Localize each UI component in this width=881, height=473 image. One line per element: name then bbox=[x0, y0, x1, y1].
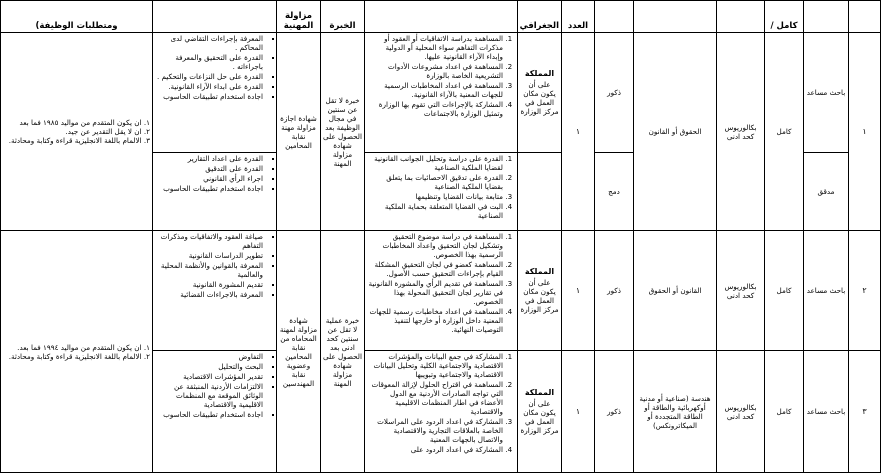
header-major bbox=[634, 1, 717, 33]
header-skills bbox=[153, 1, 277, 33]
job-number: ٢ bbox=[849, 231, 881, 351]
job-duties bbox=[365, 153, 518, 231]
duty-item: 1. المساهمة في دراسة موضوع التحقيق وتشكيل لجان التحقيق واعداد المخاطبات الرسمية بهذا الخصوص. bbox=[367, 232, 503, 259]
requirement-item: ١. ان يكون المتقدم من مواليد ١٩٩٤ فما بعد. bbox=[17, 342, 150, 352]
skill-item: ▪ التفاوض bbox=[155, 352, 263, 361]
skill-item: ▪ القدرة على ابداء الآراء القانونية. bbox=[155, 82, 263, 91]
job-location bbox=[518, 351, 562, 473]
job-location bbox=[518, 231, 562, 351]
job-duties bbox=[365, 351, 518, 473]
job-qualification: بكالوريوس كحد ادنى bbox=[717, 231, 765, 351]
requirement-item: ٢. الالمام باللغة الانجليزية قراءة وكتابة ومحادثة. bbox=[8, 351, 150, 361]
job-license: شهادة اجازة مزاولة مهنة نقابة المحامين bbox=[277, 33, 321, 231]
job-skills bbox=[153, 351, 277, 473]
job-title: باحث مساعد bbox=[804, 351, 849, 473]
duty-item: 4. المساهمة في اعداد مخاطبات رسمية للجهات المعنية داخل الوزارة أو خارجها لتنفيذ التوصيات النهائية. bbox=[367, 307, 503, 334]
job-qualification: بكالوريوس كحد ادنى bbox=[717, 351, 765, 473]
job-count: ١ bbox=[562, 231, 595, 351]
job-number: ١ bbox=[849, 33, 881, 231]
header-license: مزاولة المهنية bbox=[277, 1, 321, 33]
location-text: على أن يكون مكان العمل في مركز الوزارة bbox=[520, 278, 559, 314]
header-count: العدد bbox=[562, 1, 595, 33]
duty-item: 1. المشاركة في جمع البيانات والمؤشرات الاقتصادية والاجتماعية الكلية وتحليل البيانات الاقتصادية والاجتماعية وتبويبها bbox=[367, 352, 503, 379]
duty-item: 2. القدرة على تدقيق الاحصائيات بما يتعلق بقضايا الملكية الصناعية bbox=[367, 173, 503, 191]
duty-item: 2. المساهمة كعضو في لجان التحقيق المشكلة القيام بإجراءات التحقيق حسب الأصول. bbox=[367, 260, 503, 278]
job-skills bbox=[153, 231, 277, 351]
requirement-item: ١. ان يكون المتقدم من مواليد ١٩٨٥ فما بعد bbox=[19, 118, 150, 127]
header-experience: الخبرة bbox=[321, 1, 365, 33]
requirement-item: ٣. الالمام باللغة الانجليزية قراءة وكتابة ومحادثة. bbox=[8, 136, 150, 145]
job-duties bbox=[365, 33, 518, 153]
duty-item: 4. المشاركة بالإجراءات التي تقوم بها الوزارة وتمثيل الوزارة بالاجتماعات bbox=[367, 100, 503, 118]
skill-item: ▪ تقديم المشورة القانونية bbox=[155, 280, 263, 289]
skill-item: ▪ القدرة على حل النزاعات والتحكيم . bbox=[155, 72, 263, 81]
duty-item: 2. المساهمة في اعداد مشروعات الأدوات التشريعية الخاصة بالوزارة bbox=[367, 62, 503, 80]
skill-item: ▪ اجادة استخدام تطبيقات الحاسوب bbox=[155, 184, 263, 193]
job-title: باحث مساعد bbox=[804, 33, 849, 153]
job-major: هندسة (صناعية أو مدنية أوكهربائية والطاقة أو الطاقة المتجددة أو الميكاترونكس) bbox=[634, 351, 717, 473]
header-row bbox=[1, 1, 881, 33]
skill-item: ▪ المعرفة بالقوانين والأنظمة المحلية والعالمية bbox=[155, 261, 263, 279]
requirement-item: ٢. ان لا يقل التقدير عن جيد. bbox=[65, 127, 150, 136]
job-gender: ذكور bbox=[595, 231, 634, 351]
job-type: كامل bbox=[765, 33, 804, 231]
skill-item: ▪ القدرة على اعداد التقارير bbox=[155, 154, 263, 163]
job-license: شهادة مزاولة لمهنة المحاماه من نقابة المحامين وعضوية نقابة المهندسين bbox=[277, 231, 321, 473]
job-skills bbox=[153, 153, 277, 231]
job-requirements bbox=[1, 33, 153, 231]
job-number: ٣ bbox=[849, 351, 881, 473]
duty-item: 3. متابعة بيانات القضايا وتنظيمها bbox=[367, 192, 503, 201]
job-skills bbox=[153, 33, 277, 153]
skill-item: ▪ صياغة العقود والاتفاقيات ومذكرات التفاهم bbox=[155, 232, 263, 250]
skill-item: ▪ اجادة استخدام تطبيقات الحاسوب bbox=[155, 410, 263, 419]
skill-item: ▪ المعرفة بإجراءات التقاضي لدى المحاكم . bbox=[155, 34, 263, 52]
duty-item: 1. القدرة على دراسة وتحليل الجوانب القانونية لقضايا الملكية الصناعية bbox=[367, 154, 503, 172]
skill-item: ▪ تقدير المؤشرات الاقتصادية bbox=[155, 372, 263, 381]
duty-item: 3. المساهمة في تقديم الرأي والمشورة القانونية في تقارير لجان التحقيق المحولة بهذا الخصوص. bbox=[367, 279, 503, 306]
duty-item: 4. المشاركة في اعداد الردود على bbox=[367, 445, 503, 454]
duty-item: 3. المساهمة في اعداد المخاطبات الرسمية للجهات المعنية بالآراء القانونية. bbox=[367, 81, 503, 99]
skill-item: ▪ اجراء الرأي القانوني bbox=[155, 174, 263, 183]
job-row bbox=[1, 33, 881, 153]
job-gender: ذكور bbox=[595, 33, 634, 153]
location-main: المملكة bbox=[524, 69, 555, 78]
location-main: المملكة bbox=[524, 267, 555, 276]
skill-item: ▪ المعرفة بالاجراءات القضائية bbox=[155, 290, 263, 299]
location-text: على أن يكون مكان العمل في مركز الوزارة bbox=[520, 399, 559, 435]
header-number bbox=[849, 1, 881, 33]
job-experience: خبرة عملية لا تقل عن سنتين كحد ادنى بعد الحصول على شهادة مزاولة المهنة bbox=[321, 231, 365, 473]
job-subtitle: مدقق bbox=[804, 153, 849, 231]
job-type: كامل bbox=[765, 231, 804, 351]
job-location bbox=[518, 33, 562, 153]
skill-item: ▪ القدرة على التدقيق bbox=[155, 164, 263, 173]
skill-item: ▪ اجادة استخدام تطبيقات الحاسوب bbox=[155, 92, 263, 101]
job-row bbox=[1, 231, 881, 351]
header-title bbox=[804, 1, 849, 33]
job-count: ١ bbox=[562, 351, 595, 473]
job-gender: ذكور bbox=[595, 351, 634, 473]
location-main: المملكة bbox=[524, 388, 555, 397]
duty-item: 4. البت في القضايا المتعلقة بحماية الملكية الصناعية bbox=[367, 202, 503, 220]
skill-item: ▪ تطوير الدراسات القانونية bbox=[155, 251, 263, 260]
job-title: باحث مساعد bbox=[804, 231, 849, 351]
skill-item: ▪ القدرة على التحقيق والمعرفة باجراءاته . bbox=[155, 53, 263, 71]
skill-item: ▪ البحث والتحليل bbox=[155, 362, 263, 371]
header-gender bbox=[595, 1, 634, 33]
job-gender: دمج bbox=[595, 153, 634, 231]
header-duties bbox=[365, 1, 518, 33]
duty-item: 3. المشاركة في اعداد الردود على المراسلات الخاصة بالعلاقات التجارية والاقتصادية والاتصال بالجهات المعنية bbox=[367, 417, 503, 444]
job-qualification: بكالوريوس كحد ادنى bbox=[717, 33, 765, 231]
header-location: الجغرافي bbox=[518, 1, 562, 33]
job-duties bbox=[365, 231, 518, 351]
job-major: الحقوق أو القانون bbox=[634, 33, 717, 231]
header-qualification bbox=[717, 1, 765, 33]
skill-item: ▪ الالتزامات الأردنية المنبثقة عن الوثائق الموقعة مع المنظمات الاقليمية والاقتصادية bbox=[155, 382, 263, 409]
duty-item: 1. المساهمة بدراسة الاتفاقيات أو العقود أو مذكرات التفاهم سواء المحلية أو الدولية وإبداء الآراء القانونية عليها. bbox=[367, 34, 503, 61]
duty-item: 2. المساهمة في اقتراح الحلول لإزالة المعوقات التي تواجه الصادرات الأردنية مع الدول الأعضاء في اطار المنظمات الاقليمية والاقتصادية bbox=[367, 380, 503, 416]
job-location-empty bbox=[518, 153, 562, 231]
job-count: ١ bbox=[562, 33, 595, 231]
job-requirements bbox=[1, 231, 153, 473]
job-type: كامل bbox=[765, 351, 804, 473]
job-experience: خبرة لا تقل عن سنتين في مجال الوظيفة بعد الحصول على شهادة مزاولة المهنة bbox=[321, 33, 365, 231]
header-requirements: ومتطلبات الوظيفة) bbox=[1, 1, 153, 33]
job-major: القانون أو الحقوق bbox=[634, 231, 717, 351]
location-text: على أن يكون مكان العمل في مركز الوزارة bbox=[520, 80, 559, 116]
header-cadre: كامل / bbox=[765, 1, 804, 33]
